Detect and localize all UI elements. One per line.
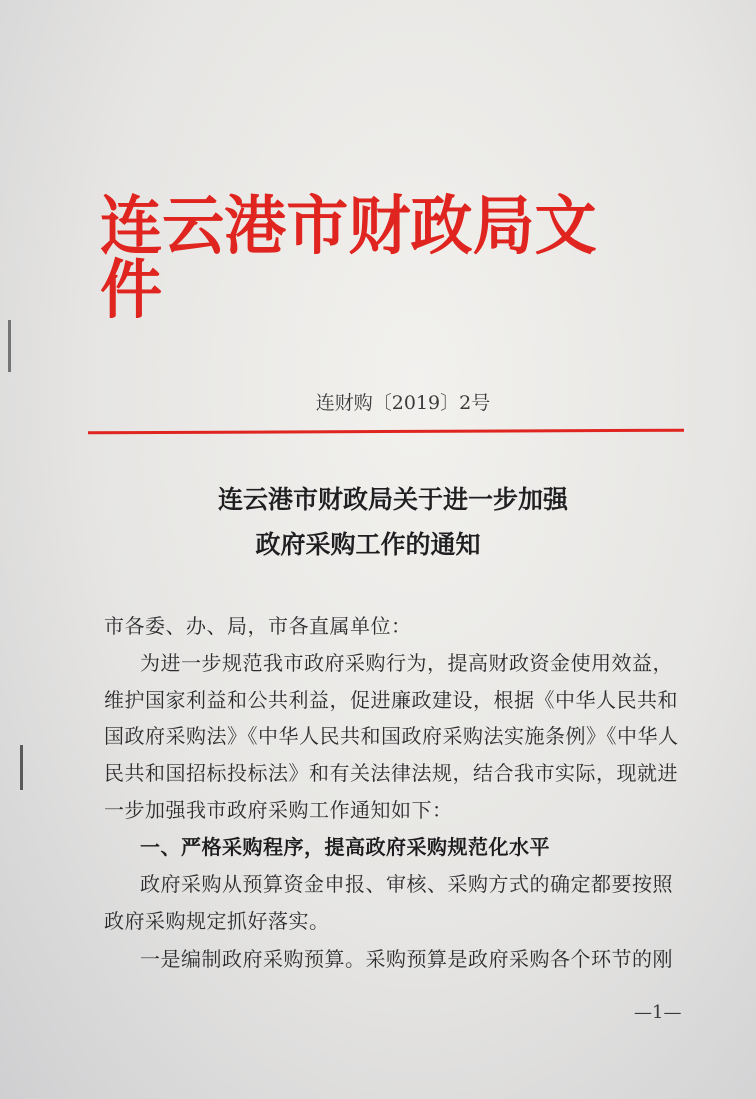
document-header-title: 连云港市财政局文件 [100, 190, 597, 328]
body-line: 民共和国招标投标法》和有关法律法规，结合我市实际，现就进 [104, 761, 678, 785]
body-line: 国政府采购法》《中华人民共和国政府采购法实施条例》《中华人 [104, 724, 679, 748]
section-heading: 一、严格采购程序，提高政府采购规范化水平 [140, 835, 550, 859]
body-line: 维护国家利益和公共利益，促进廉政建设，根据《中华人民共和 [104, 688, 678, 712]
body-line: 为进一步规范我市政府采购行为，提高财政资金使用效益， [140, 651, 673, 675]
paper-edge-mark [20, 745, 23, 790]
body-line: 一步加强我市政府采购工作通知如下： [104, 798, 453, 822]
subject-title-line-2: 政府采购工作的通知 [255, 530, 481, 559]
document-number: 连财购〔2019〕2号 [315, 392, 491, 414]
salutation: 市各委、办、局，市各直属单位： [104, 614, 412, 638]
page-number: —1— [634, 1002, 682, 1023]
subject-title-line-1: 连云港市财政局关于进一步加强 [217, 485, 568, 514]
paper-edge-mark [8, 320, 11, 372]
red-divider-line [88, 429, 684, 435]
section-line: 一是编制政府采购预算。采购预算是政府采购各个环节的刚 [140, 947, 673, 971]
section-line: 政府采购规定抓好落实。 [104, 909, 330, 933]
section-line: 政府采购从预算资金申报、审核、采购方式的确定都要按照 [140, 872, 673, 896]
